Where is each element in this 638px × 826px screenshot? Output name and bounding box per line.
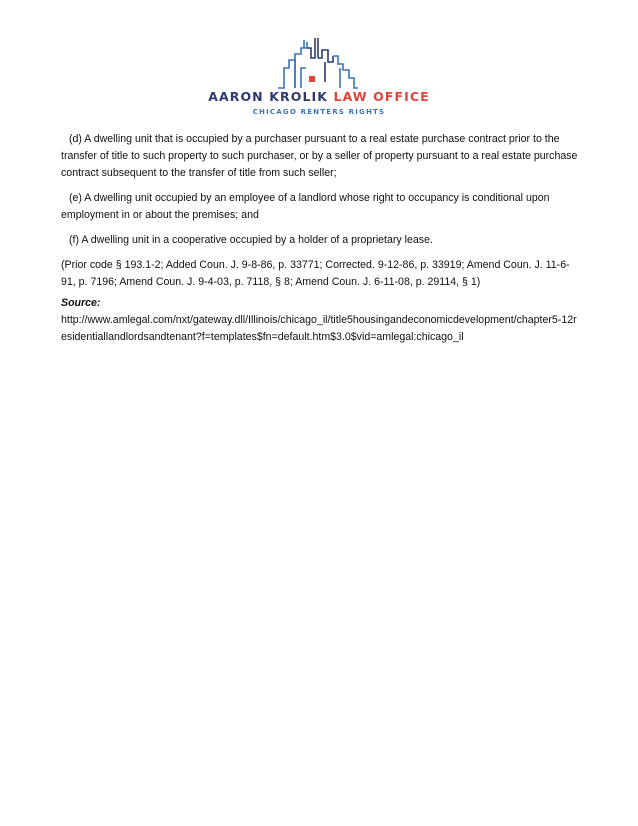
source-label: Source: — [61, 297, 101, 309]
letterhead — [0, 38, 638, 124]
chicago-skyline-logo-icon — [276, 38, 360, 90]
firm-tagline: CHICAGO RENTERS RIGHTS — [252, 108, 386, 116]
paragraph-e: (e) A dwelling unit occupied by an employee of a landlord whose right to occupancy is conditional upon employment in or about the premises; and — [61, 192, 550, 221]
source-url: http://www.amlegal.com/nxt/gateway.dll/Illinois/chicago_il/title5housingandeconomicdevelopment/chapter5-12residentiallandlordsandtenant?f=templates$fn=default.htm$3.0$vid=amlegal:chicago_il — [61, 314, 577, 343]
history-note: (Prior code § 193.1-2; Added Coun. J. 9-8-86, p. 33771; Corrected. 9-12-86, p. 33919; Amend Coun. J. 11-6-91, p. 7196; Amend Coun. J. 9-4-03, p. 7118, § 8; Amend Coun. J. 6-11-08, p. 29114, § 1) — [61, 259, 570, 288]
firm-name — [0, 89, 638, 104]
firm-name-primary: AARON KROLIK — [208, 89, 329, 104]
document-body — [61, 131, 581, 346]
firm-name-office: LAW OFFICE — [333, 89, 430, 104]
paragraph-d: (d) A dwelling unit that is occupied by a purchaser pursuant to a real estate purchase contract prior to the transfer of title to such property to such purchaser, or by a seller of property pursuant to a real estate purchase contract subsequent to the transfer of title from such seller; — [61, 133, 578, 179]
paragraph-f: (f) A dwelling unit in a cooperative occupied by a holder of a proprietary lease. — [69, 234, 433, 246]
